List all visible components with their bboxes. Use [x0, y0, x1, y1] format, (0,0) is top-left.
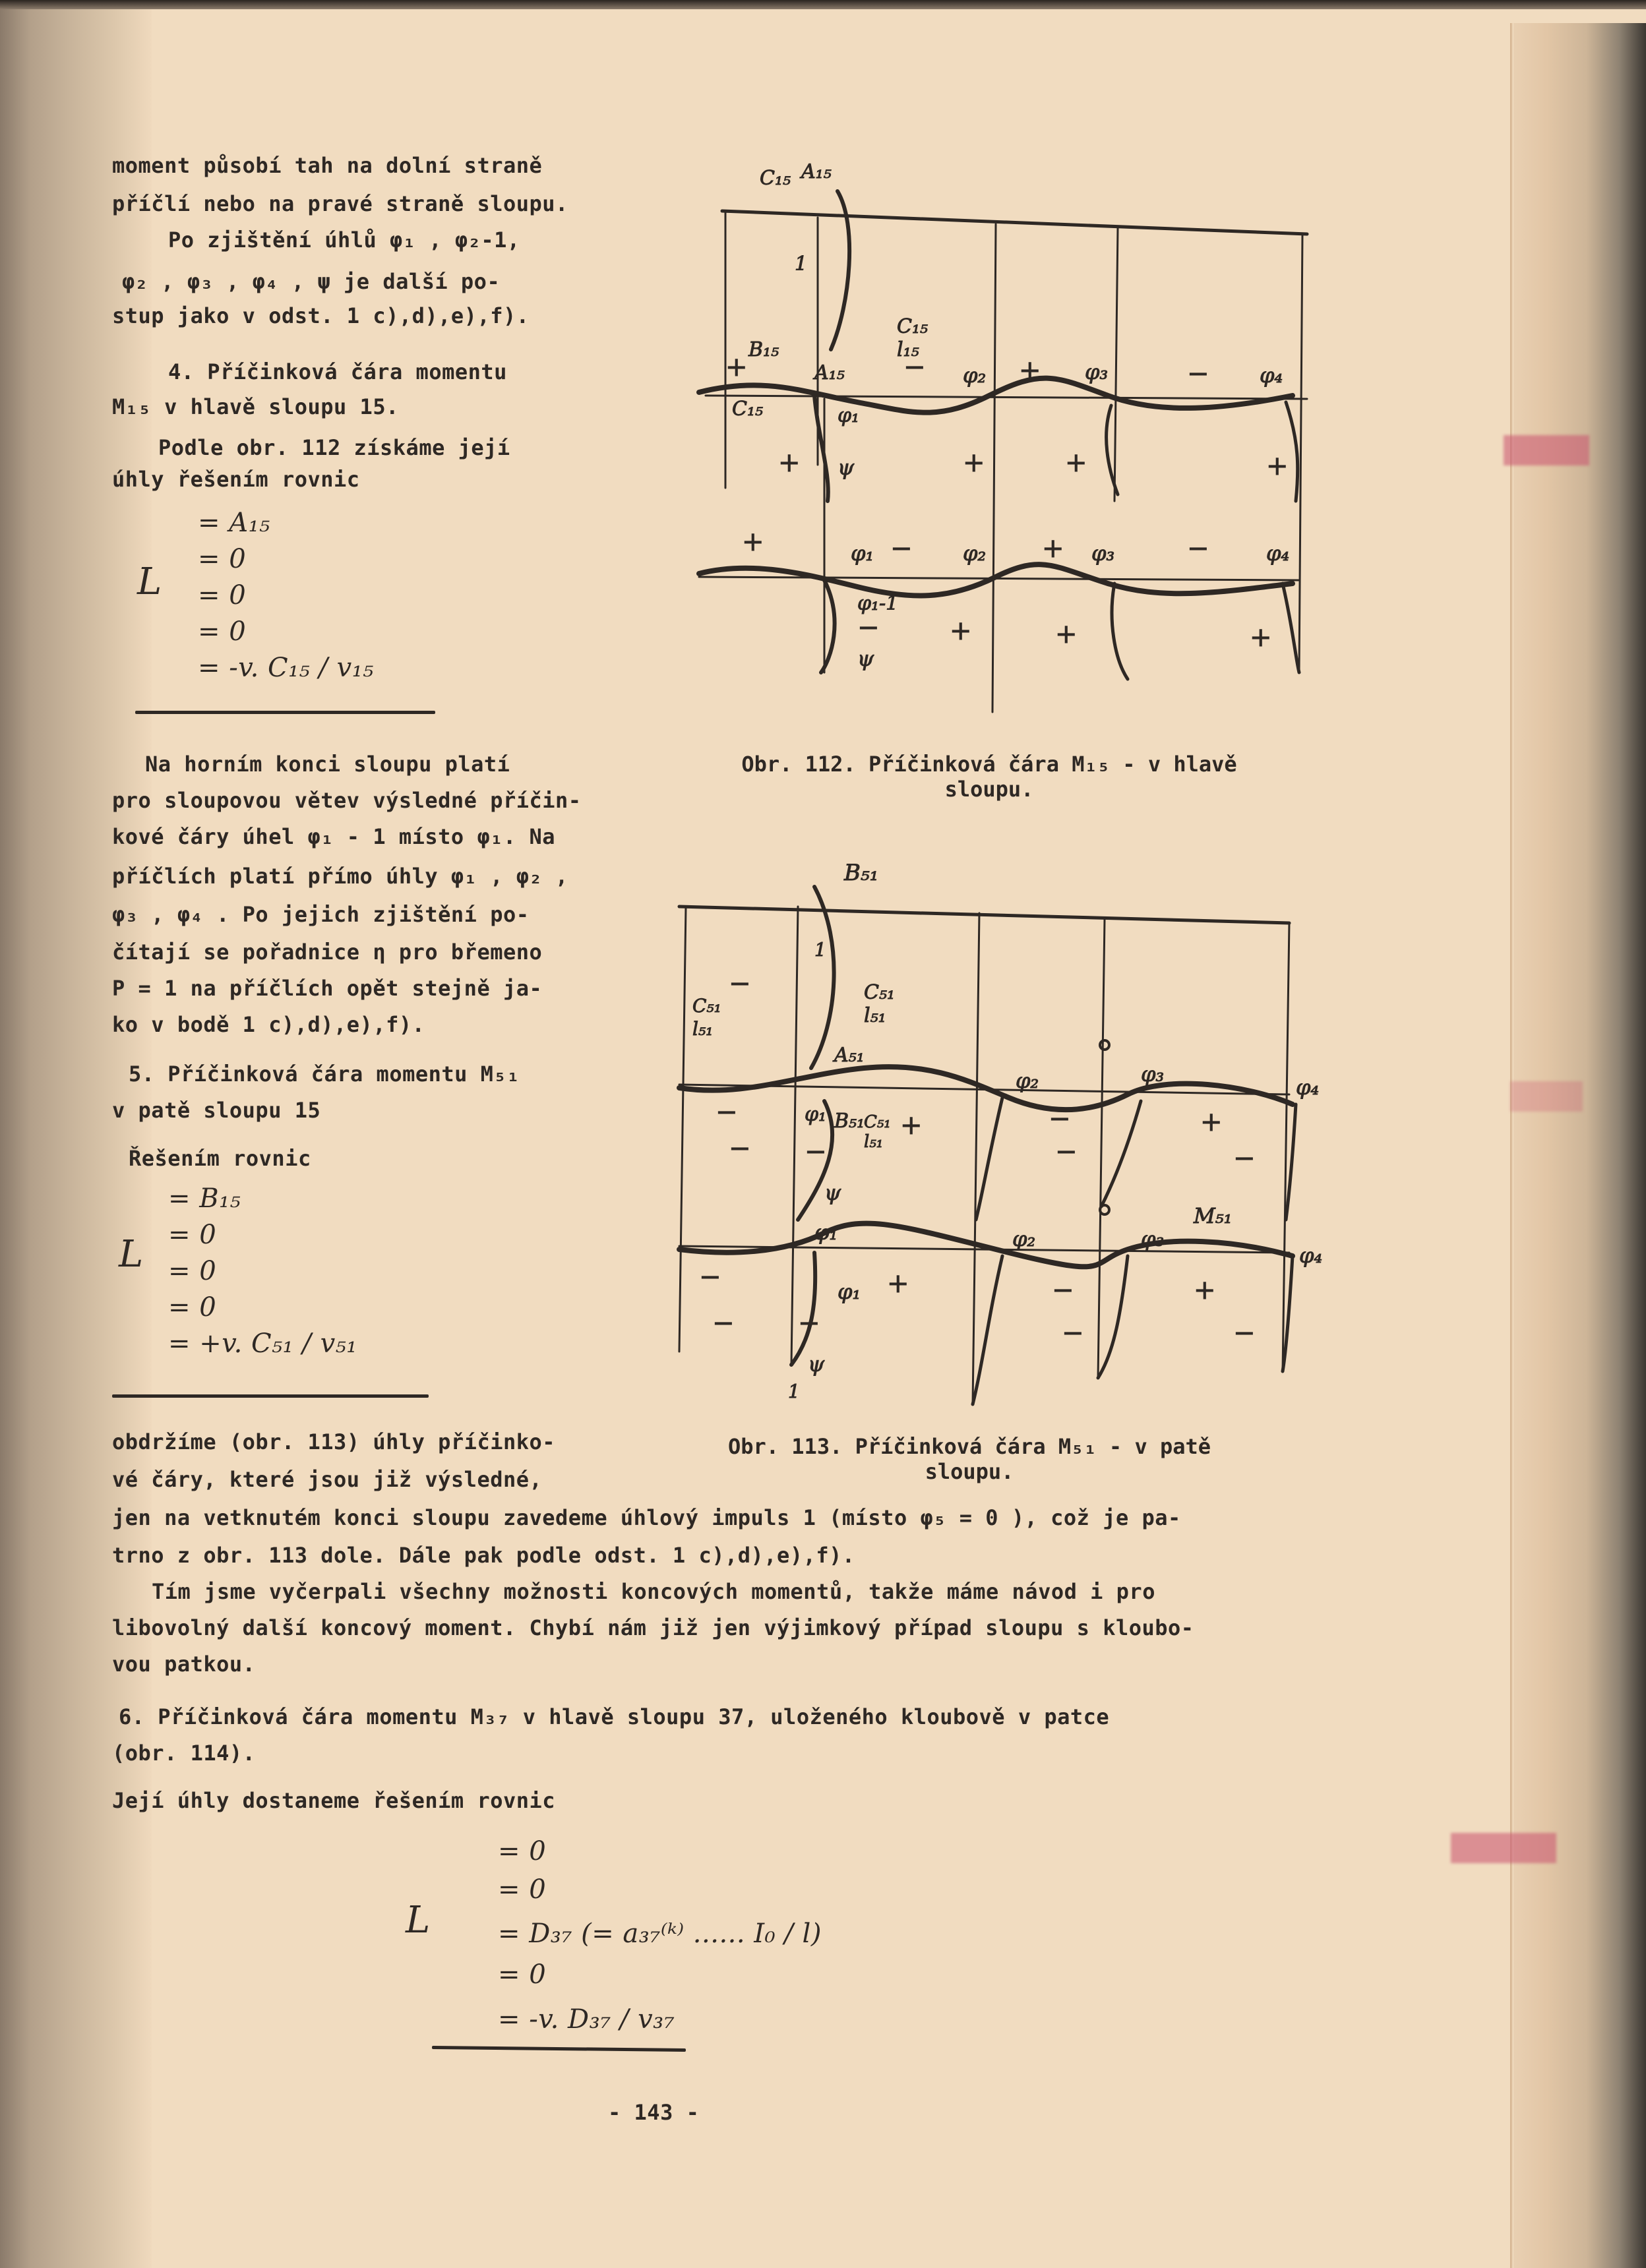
- equation-row: = B₁₅: [168, 1183, 241, 1214]
- label-l51: l₅₁: [864, 1132, 884, 1152]
- text-line: P = 1 na příčlích opět stejně ja-: [112, 976, 543, 1001]
- sign-minus: −: [1187, 533, 1209, 564]
- label-A15: A₁₅: [801, 160, 832, 183]
- influence-line-column: [1286, 1104, 1296, 1220]
- sign-minus: −: [729, 1133, 751, 1164]
- label-C15: C₁₅: [760, 167, 791, 190]
- sign-plus: +: [963, 448, 985, 478]
- label-phi3: φ₃: [1085, 359, 1109, 384]
- label-phi1: φ₁: [838, 1279, 861, 1304]
- label-B51: B₅₁: [834, 1110, 865, 1133]
- label-C-over-l: C₁₅: [732, 398, 764, 421]
- equation-row: = 0: [198, 544, 247, 574]
- sign-minus: −: [1055, 1137, 1078, 1167]
- equation-row: = 0: [198, 616, 247, 647]
- section-heading: 6. Příčinková čára momentu M₃₇ v hlavě sloupu 37, uloženého kloubově v patce: [119, 1704, 1110, 1729]
- label-one: 1: [795, 253, 808, 276]
- influence-line-column: [1101, 1101, 1141, 1207]
- sign-minus: −: [1233, 1318, 1256, 1348]
- influence-line-column: [1098, 1256, 1128, 1378]
- sign-minus: −: [798, 1308, 820, 1338]
- frame-column: [973, 913, 979, 1404]
- sign-plus: +: [1194, 1275, 1216, 1305]
- label-one: 1: [788, 1381, 800, 1402]
- label-C51: C₅₁: [864, 1112, 891, 1132]
- frame-column: [679, 907, 686, 1352]
- equation-row: = 0: [168, 1292, 217, 1323]
- influence-line-column: [1283, 583, 1299, 672]
- sign-plus: +: [1055, 619, 1078, 649]
- text-line: pro sloupovou větev výsledné příčin-: [112, 788, 582, 813]
- section-heading: 5. Příčinková čára momentu M₅₁: [129, 1061, 520, 1087]
- figure-113-influence-line-diagram: [666, 850, 1323, 1411]
- equation-underline: [112, 1394, 429, 1398]
- equation-row: = -v. D₃₇ / v₃₇: [498, 2004, 675, 2035]
- label-psi: ψ: [857, 646, 874, 671]
- sign-plus: +: [887, 1268, 909, 1299]
- equation-row: = A₁₅: [198, 508, 270, 538]
- label-C-over-l: C₁₅: [897, 315, 929, 338]
- section-heading-line2: v patě sloupu 15: [112, 1098, 321, 1123]
- frame-middle-beam: [706, 396, 1307, 399]
- equation-row: = 0: [198, 580, 247, 611]
- text-line: libovolný další koncový moment. Chybí nám již jen výjimkový případ sloupu s kloubo-: [112, 1615, 1194, 1640]
- text-line: Tím jsme vyčerpali všechny možnosti koncových momentů, takže máme návod i pro: [152, 1579, 1155, 1604]
- equation-row: = 0: [498, 1836, 547, 1866]
- text-line: φ₃ , φ₄ . Po jejich zjištění po-: [112, 902, 530, 927]
- label-phi2: φ₂: [1016, 1068, 1039, 1093]
- text-line: vou patkou.: [112, 1652, 256, 1677]
- sign-minus: −: [890, 533, 913, 564]
- text-line: vé čáry, které jsou již výsledné,: [112, 1467, 543, 1492]
- label-B51: B₅₁: [844, 860, 879, 886]
- label-phi2: φ₂: [963, 541, 987, 566]
- sign-plus: +: [1042, 533, 1064, 564]
- text-line: moment působí tah na dolní straně: [112, 153, 543, 178]
- section-heading: 4. Příčinková čára momentu: [168, 359, 507, 384]
- label-A15: A₁₅: [814, 361, 845, 384]
- sign-plus: +: [1250, 622, 1272, 653]
- frame-column: [992, 224, 996, 712]
- influence-line-curves: [699, 191, 1299, 679]
- caption-line: Obr. 112. Příčinková čára M₁₅ - v hlavě: [741, 752, 1237, 777]
- equation-underline: [432, 2046, 686, 2052]
- equation-row: = 0: [168, 1220, 217, 1250]
- label-M51: M₅₁: [1194, 1203, 1233, 1228]
- influence-line-column-top: [811, 887, 834, 1068]
- label-l51: l₅₁: [692, 1018, 714, 1040]
- label-one: 1: [814, 939, 826, 961]
- label-phi3: φ₃: [1141, 1061, 1165, 1087]
- label-phi4: φ₄: [1266, 541, 1290, 566]
- figure-113-caption: [653, 1434, 1286, 1484]
- label-phi3: φ₃: [1141, 1226, 1165, 1251]
- text-line: kové čáry úhel φ₁ - 1 místo φ₁. Na: [112, 824, 556, 849]
- sign-minus: −: [716, 1097, 738, 1127]
- label-l51: l₅₁: [864, 1004, 886, 1027]
- label-phi1: φ₁: [805, 1103, 827, 1126]
- equation-underline: [135, 711, 435, 714]
- label-phi4: φ₄: [1260, 363, 1283, 388]
- label-A51: A₅₁: [834, 1044, 865, 1067]
- equation-row: = 0: [168, 1256, 217, 1286]
- equation-row: = -v. C₁₅ / v₁₅: [198, 653, 374, 683]
- sign-plus: +: [950, 616, 972, 646]
- caption-line: Obr. 113. Příčinková čára M₅₁ - v patě: [727, 1434, 1211, 1459]
- equation-row: = +v. C₅₁ / v₅₁: [168, 1328, 357, 1359]
- label-C51: C₅₁: [692, 995, 721, 1017]
- sign-minus: −: [805, 1137, 827, 1167]
- influence-line-middle: [679, 1067, 1293, 1110]
- equation-row: = D₃₇ (= a₃₇⁽ᵏ⁾ ...... I₀ / l): [498, 1919, 822, 1949]
- text-line: příčlích platí přímo úhly φ₁ , φ₂ ,: [112, 864, 568, 889]
- label-phi1: φ₁: [851, 541, 874, 566]
- text-line: Po zjištění úhlů φ₁ , φ₂-1,: [168, 227, 520, 253]
- section-heading-line2: (obr. 114).: [112, 1741, 256, 1766]
- frame-top-beam: [679, 907, 1289, 923]
- sign-plus: +: [778, 448, 801, 478]
- text-line: čítají se pořadnice η pro břemeno: [112, 940, 543, 965]
- label-phi1: φ₁: [814, 1220, 838, 1245]
- label-phi4: φ₄: [1296, 1075, 1320, 1100]
- label-phi1-minus-1: φ₁-1: [857, 592, 899, 615]
- text-line: trno z obr. 113 dole. Dále pak podle odst. 1 c),d),e),f).: [112, 1543, 855, 1568]
- sign-plus: +: [1019, 355, 1041, 386]
- equation-row: = 0: [498, 1959, 547, 1990]
- sign-plus: +: [742, 527, 764, 557]
- label-psi: ψ: [824, 1180, 841, 1205]
- sign-minus: −: [1062, 1318, 1084, 1348]
- label-phi3: φ₃: [1091, 541, 1115, 566]
- frame-column: [1098, 920, 1105, 1378]
- matrix-symbol-L: L: [119, 1233, 144, 1276]
- label-phi2: φ₂: [963, 363, 987, 388]
- label-B15: B₁₅: [748, 338, 779, 361]
- influence-line-column: [821, 580, 835, 672]
- influence-line-bottom: [679, 1224, 1293, 1267]
- influence-line-curves: [679, 887, 1296, 1404]
- sign-plus: +: [725, 352, 748, 382]
- text-line: Podle obr. 112 získáme její: [158, 435, 510, 460]
- influence-line-column: [814, 396, 828, 501]
- label-phi4: φ₄: [1299, 1243, 1323, 1268]
- label-phi2: φ₂: [1012, 1226, 1036, 1251]
- frame-column: [1299, 234, 1302, 672]
- caption-line: sloupu.: [944, 777, 1034, 802]
- sign-minus: −: [729, 969, 751, 999]
- label-l: l₁₅: [897, 338, 919, 361]
- text-line: úhly řešením rovnic: [112, 467, 360, 492]
- text-line: Její úhly dostaneme řešením rovnic: [112, 1788, 556, 1813]
- text-line: Řešením rovnic: [129, 1146, 311, 1171]
- frame-top-beam: [722, 211, 1307, 234]
- sign-minus: −: [903, 352, 926, 382]
- influence-line-column: [1112, 583, 1128, 679]
- text-line: příčlí nebo na pravé straně sloupu.: [112, 191, 568, 216]
- label-psi: ψ: [838, 455, 855, 480]
- sign-minus: −: [1187, 359, 1209, 389]
- text-line: Na horním konci sloupu platí: [145, 752, 510, 777]
- matrix-symbol-L: L: [137, 560, 162, 603]
- text-line: obdržíme (obr. 113) úhly příčinko-: [112, 1429, 556, 1454]
- text-line: jen na vetknutém konci sloupu zavedeme úhlový impuls 1 (místo φ₅ = 0 ), což je pa-: [112, 1505, 1181, 1530]
- sign-plus: +: [1266, 451, 1289, 481]
- equation-row: = 0: [498, 1874, 547, 1905]
- sign-minus: −: [1233, 1143, 1256, 1174]
- label-psi: ψ: [808, 1352, 825, 1377]
- section-heading-line2: M₁₅ v hlavě sloupu 15.: [112, 394, 399, 419]
- matrix-symbol-L: L: [406, 1899, 431, 1942]
- hinge-node: [1100, 1040, 1109, 1050]
- figure-112-caption: [673, 752, 1306, 802]
- sign-plus: +: [900, 1110, 923, 1141]
- frame-column: [791, 907, 798, 1365]
- caption-line: sloupu.: [925, 1459, 1014, 1484]
- sign-minus: −: [1052, 1275, 1074, 1305]
- sign-minus: −: [1049, 1104, 1071, 1134]
- influence-line-column: [976, 1098, 1002, 1220]
- page-number: - 143 -: [608, 2100, 700, 2125]
- label-C51: C₅₁: [864, 981, 896, 1004]
- influence-line-column: [973, 1256, 1002, 1404]
- text-line: stup jako v odst. 1 c),d),e),f).: [112, 303, 530, 328]
- text-line: φ₂ , φ₃ , φ₄ , ψ je další po-: [122, 269, 501, 294]
- sign-minus: −: [857, 612, 880, 643]
- sign-minus: −: [699, 1262, 721, 1292]
- frame-column: [1114, 227, 1118, 501]
- label-phi1: φ₁: [838, 404, 860, 427]
- text-line: ko v bodě 1 c),d),e),f).: [112, 1012, 425, 1037]
- figure-112-influence-line-diagram: [686, 158, 1319, 719]
- sign-minus: −: [712, 1308, 735, 1338]
- sign-plus: +: [1065, 448, 1087, 478]
- sign-plus: +: [1200, 1107, 1223, 1137]
